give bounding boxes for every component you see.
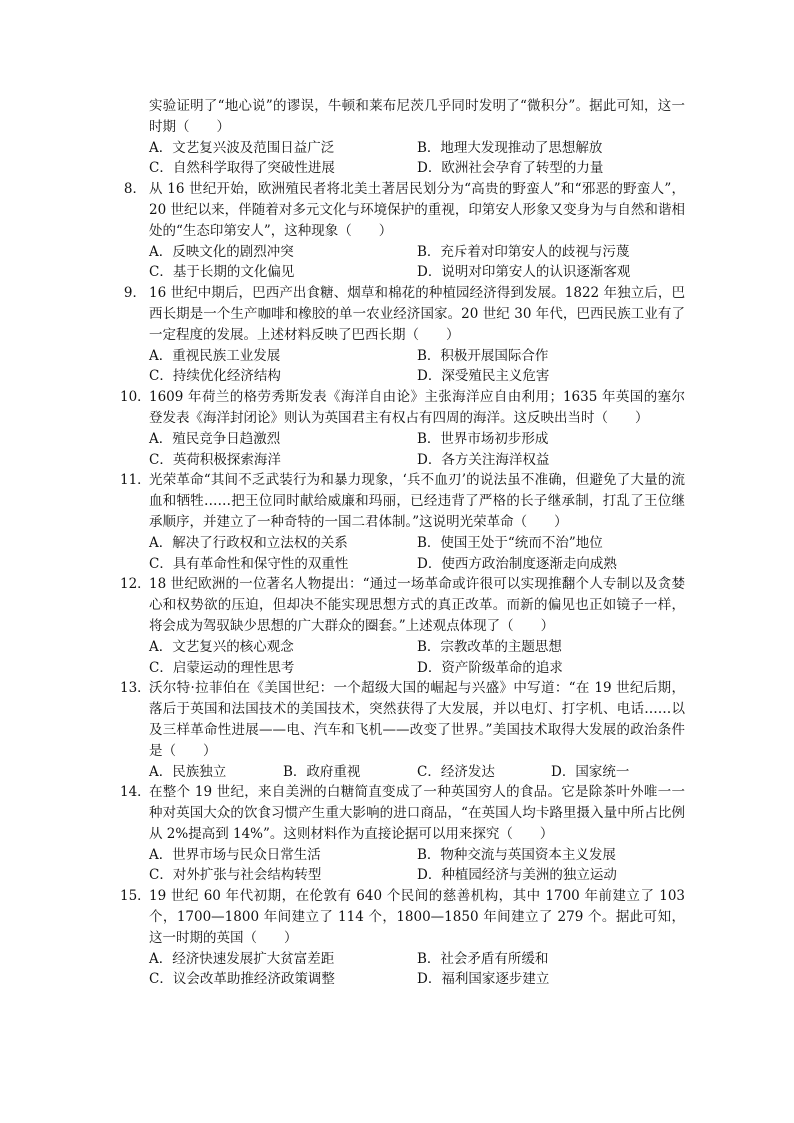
option-c: C．议会改革助推经济政策调整 (149, 971, 335, 988)
option-a: A．民族独立 (149, 763, 227, 780)
option-b: B．政府重视 (283, 763, 361, 780)
question-stem: 在整个 19 世纪，来自美洲的白糖简直变成了一种英国穷人的食品。它是除茶叶外唯一一种对英国大众的饮食习惯产生重大影响的进口商品，“在英国人均卡路里摄入量中所占比例从 2%提高到 14%”。这则材料作为直接论据可以用来探究（ ） (149, 784, 685, 842)
options (149, 429, 685, 471)
question-stem: 19 世纪 60 年代初期，在伦敦有 640 个民间的慈善机构，其中 1700 年前建立了 103 个，1700—1800 年间建立了 114 个，1800—1850 年间建立了 279 个。据此可知，这一时期的英国（ ） (149, 888, 685, 946)
option-d: D．种植园经济与美洲的独立运动 (417, 867, 617, 884)
question-number: 13． (120, 680, 151, 697)
option-a: A．世界市场与民众日常生活 (149, 846, 321, 863)
option-c: C．持续优化经济结构 (149, 368, 281, 385)
question-stem: 从 16 世纪开始，欧洲殖民者将北美土著居民划分为“高贵的野蛮人”和“邪恶的野蛮人”，20 世纪以来，伴随着对多元文化与环境保护的重视，印第安人形象又变身为与自然和谐相处的“生态印第安人”，这种现象（ ） (149, 181, 685, 239)
option-c: C．启蒙运动的理性思考 (149, 659, 295, 676)
question-stem: 光荣革命“其间不乏武装行为和暴力现象，‘兵不血刃’的说法虽不准确，但避免了大量的流血和牺牲……把王位同时献给威廉和玛丽，已经违背了严格的长子继承制，打乱了王位继承顺序，并建立了一种奇特的一国二君体制。”这说明光荣革命（ ） (149, 472, 685, 530)
options (149, 949, 685, 991)
question-number: 11． (120, 472, 151, 489)
question-stem: 18 世纪欧洲的一位著名人物提出：“通过一场革命或许很可以实现推翻个人专制以及贪婪心和权势欲的压迫，但却决不能实现思想方式的真正改革。而新的偏见也正如镜子一样，将会成为驾驭缺少思想的广大群众的圈套。”上述观点体现了（ ） (149, 576, 685, 634)
option-a: A．经济快速发展扩大贫富差距 (149, 950, 335, 967)
option-a: A．反映文化的剧烈冲突 (149, 243, 294, 260)
option-c: C．经济发达 (417, 763, 495, 780)
question-list (120, 96, 685, 990)
option-b: B．物种交流与英国资本主义发展 (417, 846, 616, 863)
option-d: D．欧洲社会孕育了转型的力量 (417, 160, 604, 177)
question-14 (120, 782, 685, 886)
option-a: A．文艺复兴波及范围日益广泛 (149, 139, 335, 156)
question-number: 12． (120, 576, 151, 593)
option-b: B．使国王处于“统而不治”地位 (417, 534, 603, 551)
option-b: B．世界市场初步形成 (417, 430, 549, 447)
option-d: D．国家统一 (551, 763, 630, 780)
option-b: B．充斥着对印第安人的歧视与污蔑 (417, 243, 630, 260)
option-c: C．自然科学取得了突破性进展 (149, 160, 335, 177)
question-13 (120, 678, 685, 782)
question-9 (120, 283, 685, 387)
question-stem: 16 世纪中期后，巴西产出食糖、烟草和棉花的种植园经济得到发展。1822 年独立后，巴西长期是一个生产咖啡和橡胶的单一农业经济国家。20 世纪 30 年代，巴西民族工业有了一定程度的发展。上述材料反映了巴西长期（ ） (149, 285, 685, 343)
question-10 (120, 387, 685, 470)
option-c: C．英荷积极探索海洋 (149, 451, 281, 468)
question-11 (120, 470, 685, 574)
question-12 (120, 574, 685, 678)
question-number: 8． (123, 181, 146, 198)
options (149, 762, 685, 783)
option-c: C．基于长期的文化偏见 (149, 264, 295, 281)
option-b: B．积极开展国际合作 (417, 347, 549, 364)
question-number: 9． (123, 285, 146, 302)
option-c: C．对外扩张与社会结构转型 (149, 867, 322, 884)
options (149, 637, 685, 679)
option-a: A．解决了行政权和立法权的关系 (149, 534, 348, 551)
option-d: D．说明对印第安人的认识逐渐客观 (417, 264, 631, 281)
option-a: A．殖民竞争日趋激烈 (149, 430, 281, 447)
option-b: B．宗教改革的主题思想 (417, 638, 562, 655)
options (149, 346, 685, 388)
option-a: A．文艺复兴的核心观念 (149, 638, 294, 655)
question-stem: 实验证明了“地心说”的谬误，牛顿和莱布尼茨几乎同时发明了“微积分”。据此可知，这一时期（ ） (149, 98, 685, 135)
option-b: B．地理大发现推动了思想解放 (417, 139, 603, 156)
question-stem: 沃尔特·拉菲伯在《美国世纪：一个超级大国的崛起与兴盛》中写道：“在 19 世纪后期，落后于英国和法国技术的美国技术，突然获得了大发展，并以电灯、打字机、电话……以及三样革命性进展——电、汽车和飞机——改变了世界。”美国技术取得大发展的政治条件是（ ） (149, 680, 685, 759)
question-number: 10． (120, 389, 151, 406)
option-c: C．具有革命性和保守性的双重性 (149, 555, 349, 572)
question-8 (120, 179, 685, 283)
options (149, 242, 685, 284)
option-d: D．福利国家逐步建立 (417, 971, 550, 988)
option-d: D．各方关注海洋权益 (417, 451, 550, 468)
option-a: A．重视民族工业发展 (149, 347, 281, 364)
option-d: D．资产阶级革命的追求 (417, 659, 563, 676)
options (149, 138, 685, 180)
option-d: D．使西方政治制度逐渐走向成熟 (417, 555, 617, 572)
question-15 (120, 886, 685, 990)
option-b: B．社会矛盾有所缓和 (417, 950, 549, 967)
question-stem: 1609 年荷兰的格劳秀斯发表《海洋自由论》主张海洋应自由利用；1635 年英国的塞尔登发表《海洋封闭论》则认为英国君主有权占有四周的海洋。这反映出当时（ ） (149, 389, 685, 426)
options (149, 533, 685, 575)
option-d: D．深受殖民主义危害 (417, 368, 550, 385)
question-number: 14． (120, 784, 151, 801)
options (149, 845, 685, 887)
question-7-continuation (120, 96, 685, 179)
question-number: 15． (120, 888, 151, 905)
